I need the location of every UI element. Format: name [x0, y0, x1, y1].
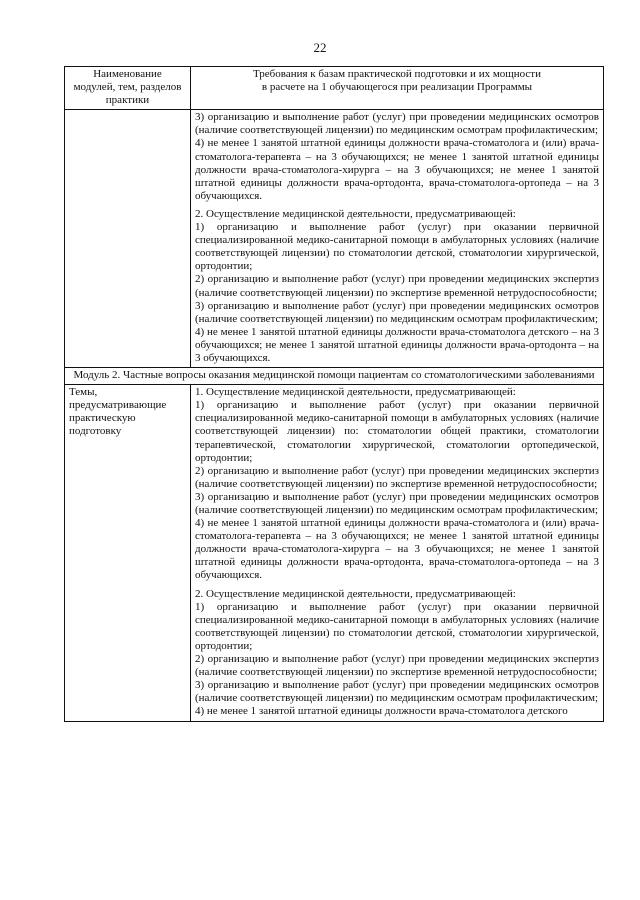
row1-requirements	[191, 110, 604, 368]
table-row	[65, 385, 604, 721]
topics-label: Темы, предусматривающие практическую подготовку	[65, 385, 191, 721]
header-col2-line: Требования к базам практической подготовки и их мощности	[253, 68, 541, 80]
requirement-paragraph: 3) организацию и выполнение работ (услуг) при проведении медицинских осмотров (наличие соответствующей лицензии) по медицинским осмотрам профилактическим;	[195, 111, 599, 137]
header-requirements	[191, 67, 604, 110]
row2-requirements	[191, 385, 604, 721]
requirement-paragraph: 1) организацию и выполнение работ (услуг) при оказании первичной специализированной медико-санитарной помощи в амбулаторных условиях (наличие соответствующей лицензии) по стоматологии детской, стоматологии хирургической, ортодонтии;	[195, 600, 599, 652]
requirement-paragraph: 1) организацию и выполнение работ (услуг) при оказании первичной специализированной медико-санитарной помощи в амбулаторных условиях (наличие соответствующей лицензии) по: стоматологии общей практики, стоматологии терапевтической, стоматологии хирургической, стоматологии ортопедической, ортодонтии;	[195, 399, 599, 464]
header-col2-line: в расчете на 1 обучающегося при реализации Программы	[261, 81, 533, 94]
table-row	[65, 110, 604, 368]
requirement-paragraph: 3) организацию и выполнение работ (услуг) при проведении медицинских осмотров (наличие соответствующей лицензии) по медицинским осмотрам профилактическим;	[195, 490, 599, 516]
header-module-names	[65, 67, 191, 110]
header-col1-line: модулей, тем, разделов	[73, 81, 182, 94]
requirements-block	[195, 588, 599, 719]
header-col1-line: практики	[105, 94, 150, 107]
requirement-paragraph: 1) организацию и выполнение работ (услуг) при оказании первичной специализированной медико-санитарной помощи в амбулаторных условиях (наличие соответствующей лицензии) по стоматологии детской, стоматологии хирургической, ортодонтии;	[195, 221, 599, 273]
page-number: 22	[313, 40, 327, 55]
requirement-paragraph: 3) организацию и выполнение работ (услуг) при проведении медицинских осмотров (наличие соответствующей лицензии) по медицинским осмотрам профилактическим;	[195, 299, 599, 325]
requirement-paragraph: 4) не менее 1 занятой штатной единицы должности врача-стоматолога и (или) врача-стоматолога-терапевта – на 3 обучающихся; не менее 1 занятой штатной единицы должности врача-стоматолога-хирурга – на 3 обучающихся; не менее 1 занятой штатной единицы должности врача-ортодонта, врача-стоматолога-ортопеда – на 3 обучающихся.	[195, 517, 599, 582]
requirement-paragraph: 2) организацию и выполнение работ (услуг) при проведении медицинских экспертиз (наличие соответствующей лицензии) по экспертизе временной нетрудоспособности;	[195, 653, 599, 679]
module-heading: Модуль 2. Частные вопросы оказания медицинской помощи пациентам со стоматологическими заболеваниями	[65, 368, 604, 385]
requirement-paragraph: 4) не менее 1 занятой штатной единицы должности врача-стоматолога детского	[195, 705, 568, 718]
module-heading-row	[65, 368, 604, 385]
requirement-paragraph: 4) не менее 1 занятой штатной единицы должности врача-стоматолога детского – на 3 обучающихся; не менее 1 занятой штатной единицы должности врача-ортодонта – на 3 обучающихся.	[195, 325, 599, 364]
requirements-block	[195, 208, 599, 365]
requirements-block	[195, 386, 599, 582]
requirement-paragraph: 2. Осуществление медицинской деятельности, предусматривающей:	[195, 587, 516, 600]
requirements-block	[195, 111, 599, 203]
header-col1-line: Наименование	[93, 68, 162, 80]
requirement-paragraph: 4) не менее 1 занятой штатной единицы должности врача-стоматолога и (или) врача-стоматолога-терапевта – на 3 обучающихся; не менее 1 занятой штатной единицы должности врача-стоматолога-хирурга – на 3 обучающихся; не менее 1 занятой штатной единицы должности врача-ортодонта, врача-стоматолога-ортопеда – на 3 обучающихся.	[195, 137, 599, 202]
requirements-table	[64, 66, 604, 722]
row1-col1	[65, 110, 191, 368]
requirement-paragraph: 2) организацию и выполнение работ (услуг) при проведении медицинских экспертиз (наличие соответствующей лицензии) по экспертизе временной нетрудоспособности;	[195, 273, 599, 299]
requirement-paragraph: 3) организацию и выполнение работ (услуг) при проведении медицинских осмотров (наличие соответствующей лицензии) по медицинским осмотрам профилактическим;	[195, 679, 599, 705]
table-header-row	[65, 67, 604, 110]
requirement-paragraph: 2. Осуществление медицинской деятельности, предусматривающей:	[195, 207, 516, 220]
requirement-paragraph: 2) организацию и выполнение работ (услуг) при проведении медицинских экспертиз (наличие соответствующей лицензии) по экспертизе временной нетрудоспособности;	[195, 464, 599, 490]
requirement-paragraph: 1. Осуществление медицинской деятельности, предусматривающей:	[195, 386, 516, 399]
